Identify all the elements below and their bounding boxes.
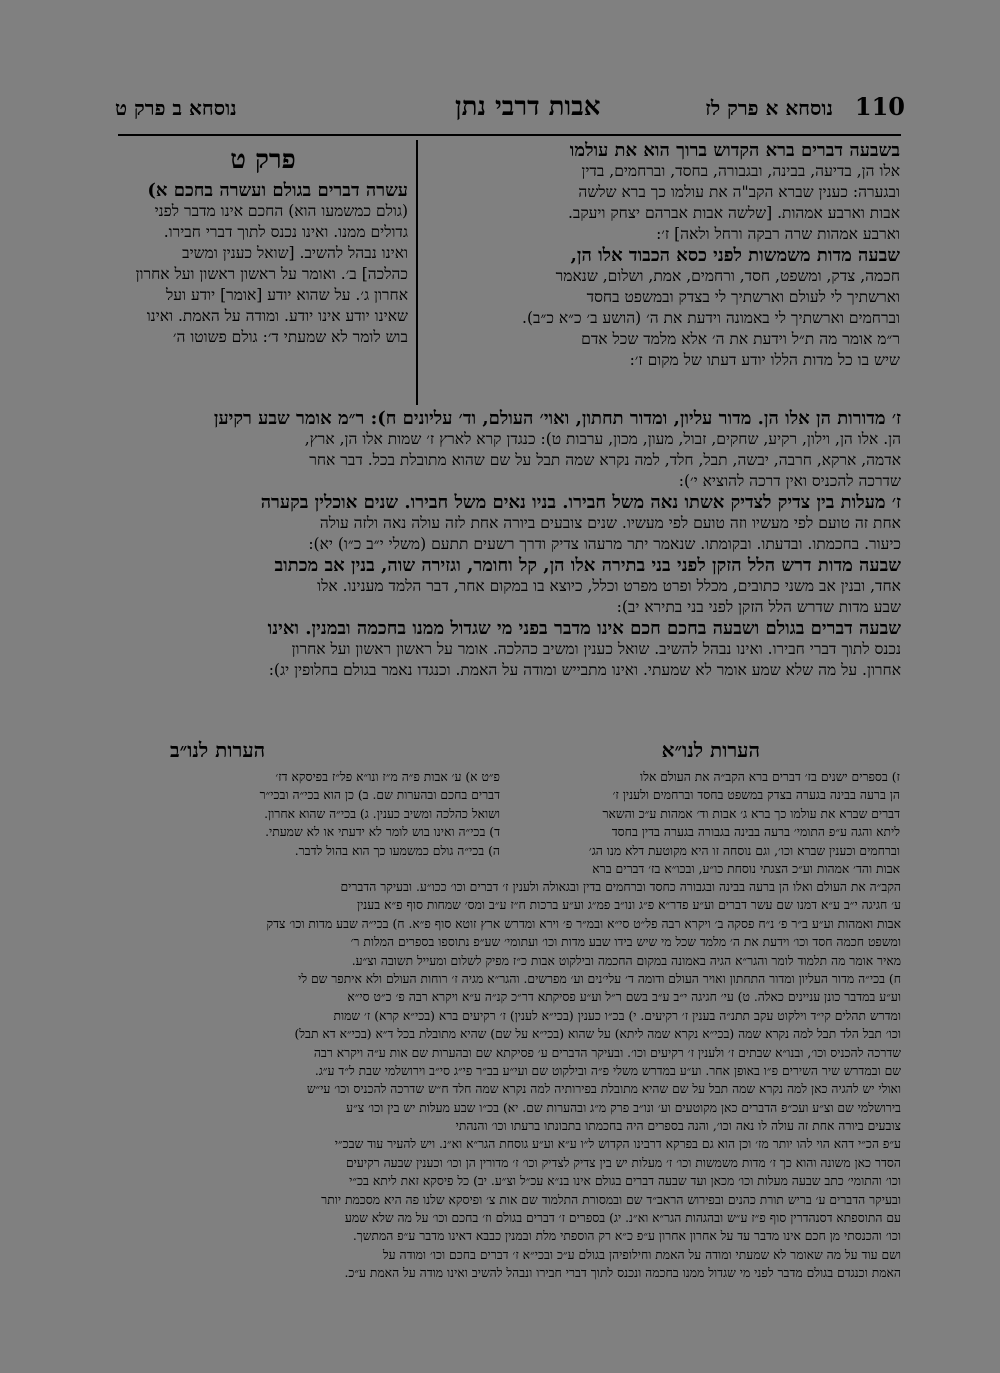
text-line: שבעה דברים בגולם ושבעה בחכם חכם אינו מדבר בפני מי שגדול ממנו בחכמה ובמנין. ואינו — [267, 618, 901, 639]
text-line: ובגערה: כענין שברא הקב"ה את עולמו כך ברא שלשה — [578, 183, 900, 201]
text-line: שיש בו כל מדות הללו יודע דעתו של מקום ז׳: — [629, 351, 900, 369]
note-line: הקב״ה את העולם ואלו הן ברעה בבינה ובגבורה כחסד וברחמים בדין ובגאולה ולענין ז׳ דברים וכו׳ ככו״ע. ובעיקר הדברים — [340, 880, 901, 894]
note-line: ושם עוד על מה שאומר לא שמעתי ומודה על האמת וחילופיהן בגולם ע״כ ובכי״א ז׳ דברים בחכם וכו׳ ומודה על — [382, 1247, 901, 1262]
notes-continued — [115, 878, 901, 1283]
note-line: בירושלמי שם וצ״ע ועכ״פ הדברים כאן מקוטעים וע׳ ונו״ב פרק מ״ג ובהערות שם. יא) בכ״ו שבע מעלות יש בין וכו׳ צ״ע — [346, 1100, 901, 1115]
text-line: ז׳ מעלות בין צדיק לצדיק אשתו נאה משל חבירו. בניו נאים משל חבירו. שנים אוכלין בקערה — [260, 492, 901, 513]
text-line: גדולים ממנו. ואינו נכנס לתוך דברי חבירו. — [163, 223, 408, 241]
note-line: ה) בכי״ה גולם כמשמעו כך הוא בהול לדבר. — [294, 843, 500, 858]
text-line: אחרון. על מה שלא שמע אומר לא שמעתי. ואינו מתבייש ומודה על האמת. וכנגדו נאמר בגולם בחלופין יג): — [268, 661, 901, 679]
note-line: אבות ואמהות וע״ע ב״ר פ׳ נ״ח פסקה ב׳ ויקרא רבה פל״ט סי״א ובמ״ר פ׳ וירא ומדרש ארץ זוטא סוף פ״א. ח) בכי״ה שבע מדות וכו׳ צדק — [266, 916, 901, 931]
text-line: נכנס לתוך דברי חבירו. ואינו נבהל להשיב. שואל כענין ומשיב כהלכה. אומר על ראשון ראשון ועל אחרון — [291, 640, 901, 658]
text-line: אדמה, ארקא, חרבה, יבשה, תבל, חלד, למה נקרא שמה תבל על שם שהוא מתובלת בכל. דבר אחר — [309, 451, 901, 469]
note-line: ליתא והגה ע״פ התומי׳ ברעה בבינה בגבורה בגערה בדין בחסד — [611, 825, 900, 840]
notes-heading-b: הערות לנו״ב — [170, 738, 266, 762]
note-line: ומשפט חכמה חסד וכו׳ וידעת את ה׳ מלמד שכל מי שיש בידו שבע מדות וכו׳ ועתומי׳ שע״פ נתוספו בספרים המלות ר׳ — [350, 935, 901, 950]
note-line: צובעים ביורה אחת זה עולה לו נאה וכו׳, והנה בספרים היה בחכמתו בתבונתו ברעתו וכו׳ והנהתי — [455, 1119, 901, 1134]
note-line: האמת וכנגדם בגולם מדבר לפני מי שגדול ממנו בחכמה ונכנס לתוך דברי חבירו ונבהל להשיב ואינו מודה על האמת ע״כ. — [344, 1266, 901, 1281]
text-line: ר״מ אומר מה ת״ל וידעת את ה׳ אלא מלמד שכל אדם — [581, 330, 900, 348]
note-line: הן ברעה בבינה בגערה בצדק במשפט בחסד וברחמים ולענין ז׳ — [612, 788, 900, 803]
text-line: אחת זה טועם לפי מעשיו וזה טועם לפי מעשיו. שנים צובעים ביורה אחת לזה עולה נאה ולזה עולה — [319, 514, 901, 532]
note-line: וכו׳ תבל הלד תבל למה נקרא שמה (בכי״א נקרא שמה ליתא) על שהוא (בכי״א על שם) שהיא מתובלת בכל ד״א (בכי״א דא תבל) — [294, 1027, 901, 1042]
page-header — [115, 92, 905, 132]
recension-b-column — [118, 140, 408, 348]
text-line: כהלכה] ב׳. ואומר על ראשון ראשון ועל אחרון — [135, 265, 408, 283]
note-line: ע׳ חגיגה י״ב ע״א דמנו שם עשר דברים וע״ע פדר״א פ״ג ונו״ב פמ״ג וע״ע ברכות ח״ז ע״ב ומס׳ שמחות סוף פ״א בענין — [356, 898, 901, 913]
note-line: וכו׳ והתומי׳ כתב שבעה מעלות וכו׳ מכאן ועד שבעה דברים בגולם אינו בנ״א עכ״ל וצ״ע. יב) כל פיסקא זאת ליתא בכ״י — [349, 1174, 901, 1189]
note-line: שדרכה להכניס וכו׳, ובנו״א שבתים ז׳ ולענין ז׳ רקיעים וכו׳. ובעיקר הדברים ע׳ פסיקתא שם ובהערות שם אות ע״ה ויקרא רבה — [313, 1045, 901, 1060]
note-line: ע״פ הכ״י דהא הוי להו יותר מז׳ וכן הוא גם בפרקא דרבינו הקדוש ל״ו ע״א וע״ע גוסחת הגר״א וא״נ. ויש להעיר עוד שבכ״י — [334, 1137, 901, 1152]
text-line: כיעור. בחכמתו. ובדעתו. ובקומתו. שנאמר יתר מרעהו צדיק ודרך רשעים תתעם (משלי י״ב כ״ו) יא): — [308, 535, 901, 553]
note-line: וברחמים וכענין שברא וכו׳, וגם נוסחה זו היא מקוטעת דלא מנו הג׳ — [588, 843, 900, 858]
text-line: ואינו נבהל להשיב. [שואל כענין ומשיב — [182, 244, 408, 262]
notes-b — [115, 768, 500, 860]
text-line: אחד, ובנין אב משני כתובים, מכלל ופרט מפרט וכלל, כיוצא בו במקום אחר, דבר הלמד מענינו. אלו — [317, 577, 901, 595]
note-line: עם התוספתא דסנהדרין סוף פ״ז ע״ש ובהגהות הגר״א וא״נ. יג) בספרים ז׳ דברים בגולם וז׳ בחכם וכו׳ על מה שלא שמע — [344, 1211, 901, 1226]
text-line: וארבע אמהות שרה רבקה ורחל ולאה] ז׳: — [656, 225, 900, 243]
text-line: אבות וארבע אמהות. [שלשה אבות אברהם יצחק ויעקב. — [567, 204, 900, 222]
note-line: דברים שברא את עולמו כך ברא ג׳ אבות וד׳ אמהות ע״כ והשאר — [602, 806, 900, 821]
note-line: שם ובמדרש שיר השירים פ״ו באופן אחר. וע״ע במדרש משלי פ״ה ובילקוט שם ועי״ע בב״ר פי״ג סי״ב וירושלמי שבת ל״ד ע״ג. — [314, 1063, 901, 1078]
note-line: וע״ע במדבר כונן עניינים כאלה. ט) עי׳ חגיגה י״ב ע״ב בשם ר״ל וע״ע פסיקתא דר״כ קנ״ה ע״א ויקרא רבה פ׳ כ״ט סי״א — [347, 990, 901, 1005]
note-line: הסדר כאן משונה והוא כך ז׳ מדות משמשות וכו׳ ז׳ מעלות יש בין צדיק לצדיק וכו׳ ז׳ מדורין הן וכו׳ וכענין שבעה רקיעים — [345, 1155, 901, 1170]
text-line: שדרכה להכניס ואין דרכה להוציא י׳): — [678, 472, 901, 490]
note-line: מאיר אומר מה תלמוד לומר והגר״א הגיה באמונה במקום החכמה ובילקוט אבות כ״ז מפיק לשלום ומעייל תשובה וצ״ע. — [351, 953, 901, 968]
text-line: בשבעה דברים ברא הקדוש ברוך הוא את עולמו — [569, 140, 900, 161]
header-recension-a: נוסחא א פרק לז — [705, 96, 833, 120]
text-line: (גולם כמשמעו הוא) החכם אינו מדבר לפני — [154, 202, 408, 220]
notes-heading-a: הערות לנו״א — [661, 738, 760, 762]
text-line: וברחמים וארשתיך לי באמונה וידעת את ה׳ (הושע ב׳ כ״א כ״ב). — [522, 309, 900, 327]
text-line: חכמה, צדק, ומשפט, חסד, ורחמים, אמת, ושלום, שנאמר — [555, 267, 900, 285]
column-divider — [416, 140, 418, 405]
main-text-continued — [118, 408, 901, 681]
text-line: ז׳ מדורות הן אלו הן. מדור עליון, ומדור תחתון, ואוי׳ העולם, וד׳ עליונים ח): ר״מ אומר שבע רקיען — [213, 408, 901, 429]
recension-a-column — [415, 140, 900, 371]
chapter-heading: פרק ט — [230, 145, 296, 175]
note-line: ואולי יש להגיה כאן למה נקרא שמה תבל על שם שהיא מתובלת בפירותיה למה נקרא שמה חלד ח״ש שדרכה להכניס וכו׳ עי״ש — [306, 1082, 901, 1097]
note-line: וכו׳ והכנסתי מן חכם אינו מדבר עד על אחרון אחרון ע״פ כ״א רק הוספתי מלת ובמנין כבבא דאינו מדבר ע״פ המתשך. — [352, 1229, 901, 1244]
text-line: וארשתיך לי לעולם וארשתיך לי בצדק ובמשפט בחסד — [586, 288, 900, 306]
text-line: אחרון ג׳. על שהוא יודע [אומר] יודע ועל — [166, 286, 408, 304]
note-line: ובעיקר הדברים ע׳ בריש תורת כהנים ובפירוש הראב״ד שם ובמסורת התלמוד שם אות צ׳ ופיסקא שלנו פה היא מסכמת יותר — [321, 1192, 901, 1207]
header-recension-b: נוסחא ב פרק ט — [115, 96, 237, 120]
notes-a — [510, 768, 900, 878]
text-line: הן. אלו הן, וילון, רקיע, שחקים, זבול, מעון, מכון, ערבות ט): כנגדן קרא לארץ ז׳ שמות אלו הן, ארץ, — [304, 430, 901, 448]
text-line: שבע מדות שדרש הלל הזקן לפני בני בתירא יב): — [616, 598, 901, 616]
text-line: אלו הן, בדיעה, בבינה, ובגבורה, בחסד, וברחמים, בדין — [581, 162, 900, 180]
text-line: עשרה דברים בגולם ועשרה בחכם א) — [147, 180, 408, 201]
page-number: 110 — [854, 92, 905, 121]
note-line: אבות והד׳ אמהות וע״כ הצגתי נוסחת כו״ע, ובכו״א בז׳ דברים ברא — [592, 861, 900, 876]
text-line: שבעה מדות דרש הלל הזקן לפני בני בתירה אלו הן, קל וחומר, וגזירה שוה, בנין אב מכתוב — [274, 555, 901, 576]
note-line: ז) בספרים ישנים בז׳ דברים ברא הקב״ה את העולם אלו — [640, 770, 900, 784]
text-line: בוש לומר לא שמעתי ד׳: גולם פשוטו ה׳ — [172, 328, 408, 346]
note-line: ומדרש תהלים קי״ד וילקוט עקב תתנ״ה בענין ז׳ רקיעים. י) בכ״ו כענין (בכי״א לענין) ז׳ רקיעים ברא (בכי״א קרא) ז׳ שמות — [333, 1008, 901, 1023]
text-line: שאינו יודע אינו יודע. ומודה על האמת. ואינו — [146, 307, 408, 325]
note-line: פ״ט א) ע׳ אבות פ״ה מ״ז ונו״א פל״ז בפיסקא דז׳ — [275, 770, 500, 784]
text-line: שבעה מדות משמשות לפני כסא הכבוד אלו הן, — [570, 245, 900, 266]
note-line: ד) בכי״ה ואינו בוש לומר לא ידעתי או לא שמעתי. — [265, 825, 500, 840]
note-line: ושואל כהלכה ומשיב כענין. ג) בכי״ה שהוא אחרון. — [264, 806, 500, 821]
header-rule — [118, 134, 901, 136]
note-line: ח) בכי״ה מדור העליון ומדור התחתון ואויר העולם ודומה ד׳ עלי׳נים וע׳ מפרשים. והגר״א מגיה ז׳ רוחות העולם ולא איתפר שם לי — [298, 971, 901, 986]
note-line: דברים בחכם ובהערות שם. ב) כן הוא בכי״ה ובכי״ר — [259, 788, 500, 803]
header-title: אבות דרבי נתן — [455, 92, 601, 122]
